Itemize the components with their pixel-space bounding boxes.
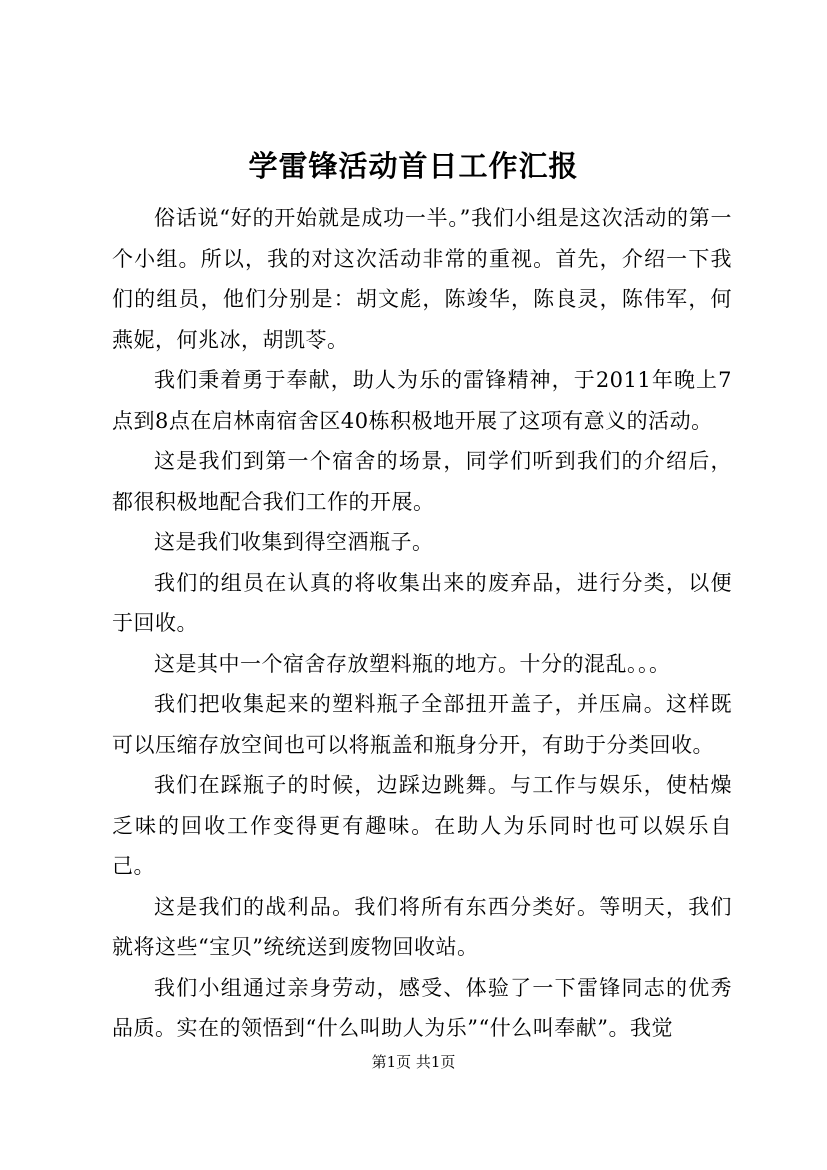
paragraph: 这是我们的战利品。我们将所有东西分类好。等明天，我们就将这些“宝贝”统统送到废物回收站。 [112,894,732,959]
paragraph: 俗话说“好的开始就是成功一半。”我们小组是这次活动的第一个小组。所以，我的对这次活动非常的重视。首先，介绍一下我们的组员，他们分别是：胡文彪，陈竣华，陈良灵，陈伟军，何燕妮，何兆冰，胡凯苓。 [112,206,732,352]
paragraph: 我们小组通过亲身劳动，感受、体验了一下雷锋同志的优秀品质。实在的领悟到“什么叫助人为乐”“什么叫奉献”。我觉 [112,975,732,1040]
paragraph: 我们把收集起来的塑料瓶子全部扭开盖子，并压扁。这样既可以压缩存放空间也可以将瓶盖和瓶身分开，有助于分类回收。 [112,692,732,757]
page-footer: 第1页 共1页 [371,1053,456,1071]
paragraph: 这是其中一个宿舍存放塑料瓶的地方。十分的混乱。。。 [154,651,671,676]
paragraph: 我们的组员在认真的将收集出来的废弃品，进行分类，以便于回收。 [112,570,732,635]
document-title: 学雷锋活动首日工作汇报 [248,149,579,183]
paragraph: 这是我们到第一个宿舍的场景，同学们听到我们的介绍后，都很积极地配合我们工作的开展。 [112,449,732,514]
paragraph: 这是我们收集到得空酒瓶子。 [154,530,434,554]
document-body [112,198,732,1049]
paragraph: 我们秉着勇于奉献，助人为乐的雷锋精神，于2011年晚上7点到8点在启林南宿舍区40栋积极地开展了这项有意义的活动。 [112,368,732,433]
paragraph: 我们在踩瓶子的时候，边踩边跳舞。与工作与娱乐，使枯燥乏味的回收工作变得更有趣味。在助人为乐同时也可以娱乐自己。 [112,773,732,878]
